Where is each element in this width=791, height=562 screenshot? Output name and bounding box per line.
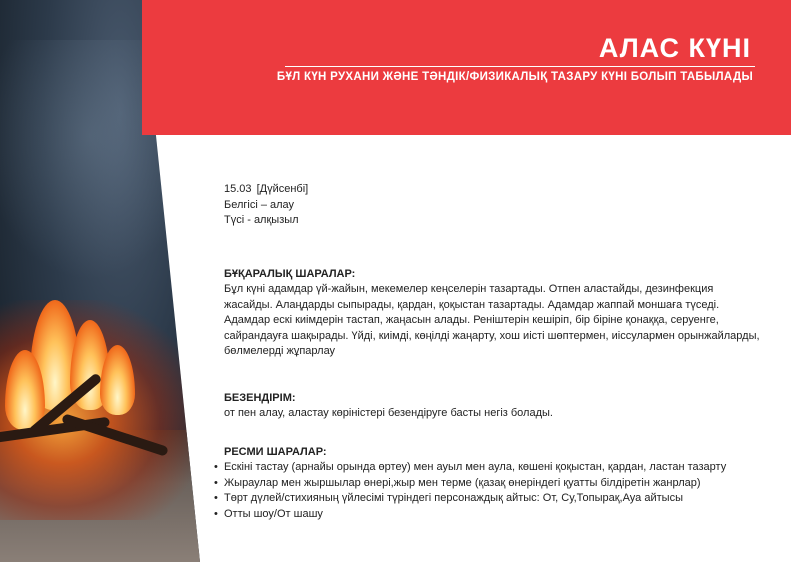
list-item: • Ескіні тастау (арнайы орында өртеу) мен ауыл мен аула, көшені қоқыстан, қардан, ластан тазарту — [214, 460, 764, 476]
mass-events-section — [224, 267, 764, 360]
mass-events-heading: БҰҚАРАЛЫҚ ШАРАЛАР: — [224, 267, 356, 280]
symbol-line: Белгісі – алау — [224, 198, 295, 211]
header-banner — [142, 0, 791, 135]
list-item: • Жыраулар мен жыршылар өнері,жыр мен терме (қазақ өнеріндегі қуатты білдіретін жанрлар) — [214, 476, 764, 492]
official-events-section — [224, 445, 764, 523]
list-item: • Төрт дүлей/стихияның үйлесімі түріндегі персонаждық айтыс: От, Су,Топырақ,Ауа айтысы — [214, 491, 764, 507]
date-value: 15.03 — [224, 183, 252, 195]
official-events-heading: РЕСМИ ШАРАЛАР: — [224, 445, 327, 458]
list-item: • Отты шоу/От шашу — [214, 507, 764, 523]
title-divider — [285, 66, 755, 67]
official-events-list — [214, 460, 764, 522]
page-subtitle: БҰЛ КҮН РУХАНИ ЖӘНЕ ТӘНДІК/ФИЗИКАЛЫҚ ТАЗАРУ КҮНІ БОЛЫП ТАБЫЛАДЫ — [276, 71, 753, 83]
date-line — [224, 182, 764, 198]
decoration-section — [224, 391, 764, 422]
decoration-heading: БЕЗЕНДІРІМ: — [224, 391, 296, 404]
decoration-text: от пен алау, аластау көріністері безендіруге басты негіз болады. — [224, 407, 553, 419]
mass-events-text: Бұл күні адамдар үй-жайын, мекемелер кеңселерін тазартады. Отпен аластайды, дезинфекция жасайды. Алаңдарды сыпырады, қардан, қоқыстан тазартады. Адамдар жаппай моншаға түседі. Адамдар ескі киімдерін тастап, жаңасын алады. Реніштерін кешіріп, бір біріне қонаққа, серуенге, сайрандауға шақырады. Үйді, киімді, көңілді жаңарту, хош иісті шөптермен, иіссулармен орынжайларды, бөлмелерді жұпарлау — [224, 283, 760, 357]
content-body — [224, 182, 764, 522]
color-line: Түсі - алқызыл — [224, 214, 299, 226]
page-title: АЛАС КҮНІ — [598, 33, 751, 63]
weekday-value: [Дүйсенбі] — [256, 183, 309, 195]
